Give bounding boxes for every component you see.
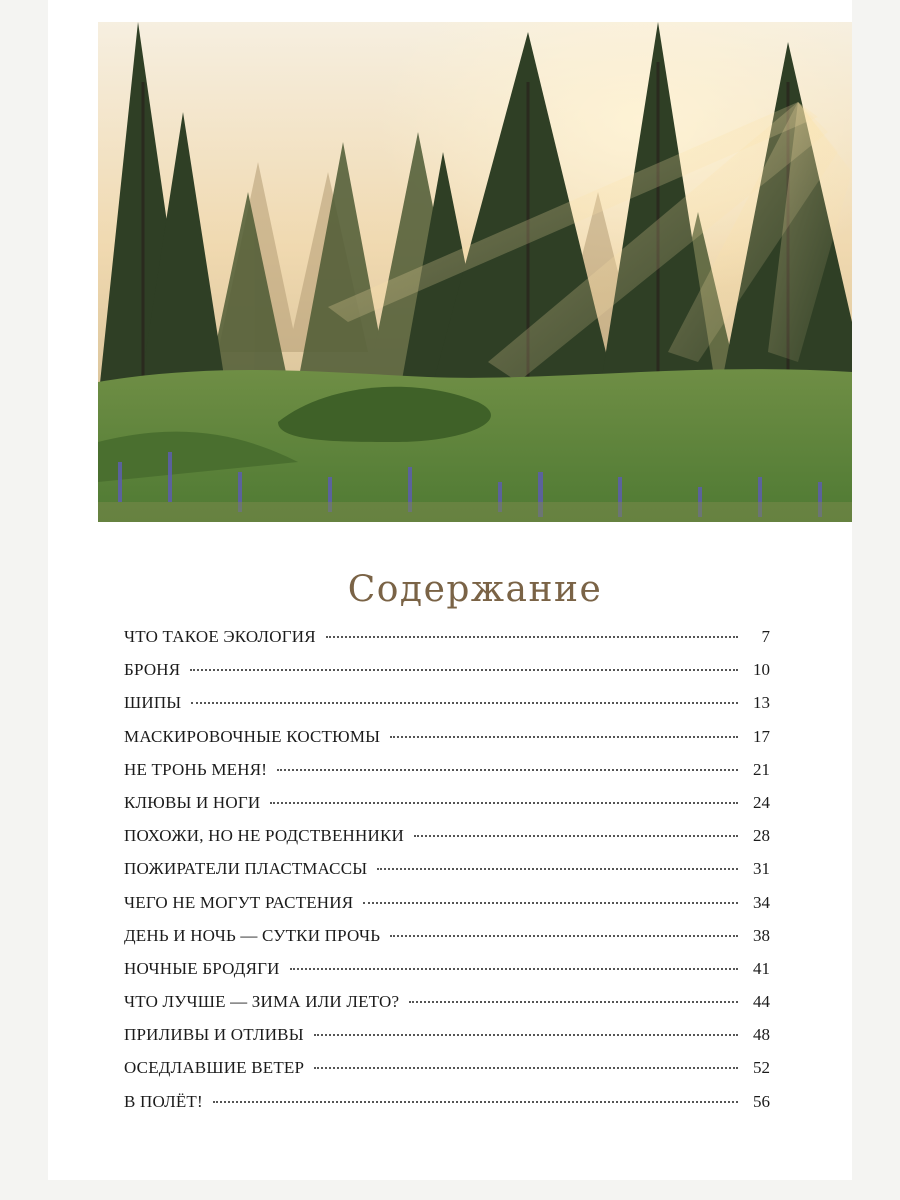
toc-entry-label: ПРИЛИВЫ И ОТЛИВЫ [124, 1025, 304, 1045]
toc-entry-label: КЛЮВЫ И НОГИ [124, 792, 261, 812]
dot-leader [314, 1034, 738, 1036]
toc-entry-label: ОСЕДЛАВШИЕ ВЕТЕР [124, 1058, 305, 1078]
dot-leader [190, 669, 738, 671]
toc-entry[interactable] [124, 620, 770, 653]
toc-entry-page: 24 [753, 792, 770, 812]
dot-leader [414, 835, 738, 837]
toc-entry-label: В ПОЛЁТ! [124, 1091, 203, 1111]
forest-sunrise-photo [98, 22, 852, 522]
toc-entry-label: ЧТО ТАКОЕ ЭКОЛОГИЯ [124, 627, 316, 646]
toc-entry[interactable] [124, 1085, 770, 1118]
dot-leader [270, 802, 738, 804]
toc-entry-page: 13 [753, 693, 770, 713]
dot-leader [390, 935, 738, 937]
toc-entry-page: 48 [753, 1025, 770, 1045]
dot-leader [277, 769, 738, 771]
toc-entry[interactable] [124, 686, 770, 719]
toc-entry-page: 52 [753, 1058, 770, 1078]
toc-entry-label: ПОЖИРАТЕЛИ ПЛАСТМАССЫ [124, 859, 368, 879]
toc-entry-label: МАСКИРОВОЧНЫЕ КОСТЮМЫ [124, 726, 381, 746]
toc-entry[interactable] [124, 852, 770, 885]
dot-leader [390, 736, 738, 738]
toc-entry-page: 38 [753, 925, 770, 945]
toc-entry-label: НЕ ТРОНЬ МЕНЯ! [124, 759, 268, 779]
dot-leader [191, 702, 738, 704]
table-of-contents [124, 620, 770, 1118]
toc-entry[interactable] [124, 985, 770, 1018]
toc-entry-page: 44 [753, 992, 770, 1012]
toc-entry[interactable] [124, 919, 770, 952]
toc-entry-page: 17 [753, 726, 770, 746]
toc-entry-label: ШИПЫ [124, 693, 182, 713]
toc-title: Содержание [347, 569, 603, 610]
toc-entry[interactable] [124, 720, 770, 753]
toc-entry[interactable] [124, 952, 770, 985]
toc-entry-page: 21 [753, 759, 770, 779]
toc-entry-label: НОЧНЫЕ БРОДЯГИ [124, 958, 280, 978]
toc-entry[interactable] [124, 653, 770, 686]
toc-entry[interactable] [124, 819, 770, 852]
dot-leader [409, 1001, 738, 1003]
toc-entry[interactable] [124, 1018, 770, 1051]
dot-leader [377, 868, 738, 870]
toc-entry[interactable] [124, 886, 770, 919]
toc-entry-page: 31 [753, 859, 770, 879]
toc-entry-label: БРОНЯ [124, 660, 181, 680]
dot-leader [314, 1067, 738, 1069]
dot-leader [363, 902, 738, 904]
dot-leader [326, 636, 738, 638]
toc-entry[interactable] [124, 753, 770, 786]
dot-leader [290, 968, 738, 970]
toc-entry-page: 10 [753, 660, 770, 680]
toc-entry[interactable] [124, 786, 770, 819]
toc-entry-page: 34 [753, 892, 770, 912]
toc-entry-page: 56 [753, 1091, 770, 1111]
dot-leader [213, 1101, 738, 1103]
toc-entry-label: ПОХОЖИ, НО НЕ РОДСТВЕННИКИ [124, 826, 404, 846]
forest-photo-illustration [98, 22, 852, 522]
toc-entry[interactable] [124, 1051, 770, 1084]
toc-entry-page: 28 [753, 826, 770, 846]
toc-entry-label: ДЕНЬ И НОЧЬ — СУТКИ ПРОЧЬ [124, 925, 381, 945]
toc-entry-label: ЧТО ЛУЧШЕ — ЗИМА ИЛИ ЛЕТО? [124, 992, 400, 1012]
toc-entry-page: 7 [761, 627, 770, 646]
toc-entry-page: 41 [753, 958, 770, 978]
toc-entry-label: ЧЕГО НЕ МОГУТ РАСТЕНИЯ [124, 892, 354, 912]
